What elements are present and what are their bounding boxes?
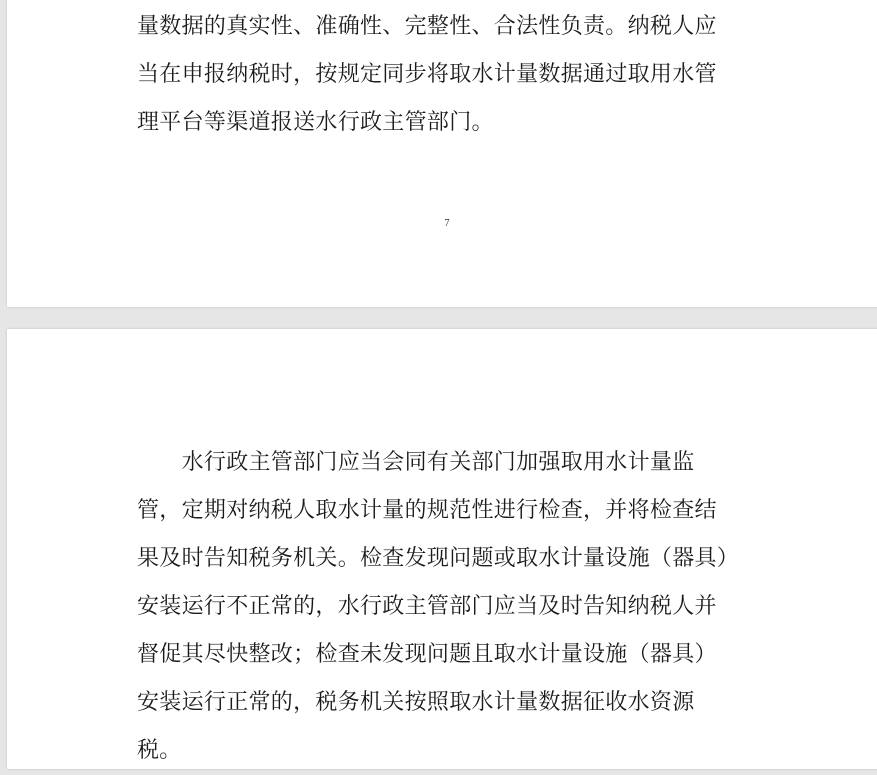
text-line: 水行政主管部门应当会同有关部门加强取用水计量监 [137, 450, 695, 475]
document-page-7 [7, 0, 877, 307]
text-line: 理平台等渠道报送水行政主管部门。 [137, 110, 494, 135]
text-line: 税。 [137, 738, 182, 763]
text-line: 果及时告知税务机关。检查发现问题或取水计量设施（器具） [137, 546, 740, 571]
page-7-text-block [137, 3, 757, 147]
document-page-8 [7, 329, 877, 769]
text-line: 督促其尽快整改；检查未发现问题且取水计量设施（器具） [137, 642, 717, 667]
text-line: 管，定期对纳税人取水计量的规范性进行检查，并将检查结 [137, 498, 717, 523]
page-8-text-block [137, 439, 757, 775]
text-line: 安装运行不正常的，水行政主管部门应当及时告知纳税人并 [137, 594, 717, 619]
text-line: 量数据的真实性、准确性、完整性、合法性负责。纳税人应 [137, 14, 717, 39]
page-number: 7 [444, 218, 450, 229]
text-line: 安装运行正常的，税务机关按照取水计量数据征收水资源 [137, 690, 695, 715]
text-line: 当在申报纳税时，按规定同步将取水计量数据通过取用水管 [137, 62, 717, 87]
